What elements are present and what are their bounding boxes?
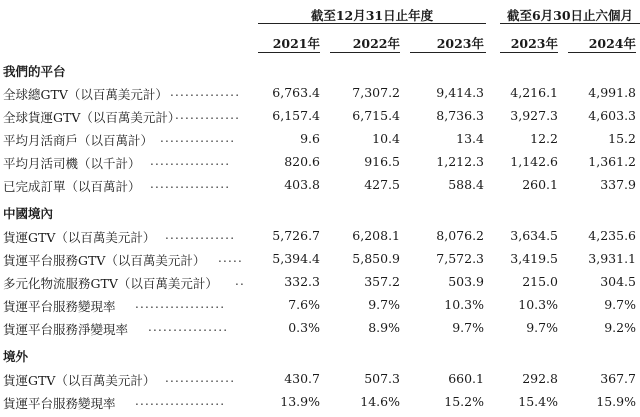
cell-value: 8.9% [368, 320, 400, 335]
cell-value: 8,736.3 [436, 108, 484, 123]
cell-value: 260.1 [522, 177, 558, 192]
cell-value: 3,419.5 [510, 251, 558, 266]
cell-value: 367.7 [600, 371, 636, 386]
row-label: 貨運GTV（以百萬美元計） [3, 230, 156, 245]
cell-value: 9.6 [300, 131, 320, 146]
cell-value: 6,715.4 [352, 108, 400, 123]
leader-dots: .................. [135, 297, 226, 311]
table-row [0, 228, 640, 246]
cell-value: 1,142.6 [510, 154, 558, 169]
cell-value: 9,414.3 [436, 85, 484, 100]
table-row [0, 297, 640, 315]
leader-dots: ................ [148, 320, 229, 334]
leader-dots: ................ [150, 154, 231, 168]
cell-value: 820.6 [284, 154, 320, 169]
cell-value: 6,763.4 [272, 85, 320, 100]
year-2022-rule [330, 52, 400, 53]
cell-value: 9.7% [452, 320, 484, 335]
cell-value: 304.5 [600, 274, 636, 289]
cell-value: 6,208.1 [352, 228, 400, 243]
section-title-platform: 我們的平台 [3, 64, 66, 79]
cell-value: 3,931.1 [588, 251, 636, 266]
cell-value: 9.7% [526, 320, 558, 335]
table-row [0, 154, 640, 172]
leader-dots: .............. [165, 228, 236, 242]
leader-dots: .............. [165, 371, 236, 385]
cell-value: 215.0 [522, 274, 558, 289]
cell-value: 5,394.4 [272, 251, 320, 266]
cell-value: 357.2 [364, 274, 400, 289]
table-row [0, 274, 640, 292]
row-label: 貨運平台服務GTV（以百萬美元計） [3, 253, 206, 268]
cell-value: 1,361.2 [588, 154, 636, 169]
year-end-group-header: 截至12月31日止年度 [310, 8, 434, 23]
cell-value: 292.8 [522, 371, 558, 386]
leader-dots: .................. [135, 394, 226, 408]
half-2024-header: 2024年 [588, 36, 636, 51]
cell-value: 9.7% [604, 297, 636, 312]
cell-value: 1,212.3 [436, 154, 484, 169]
year-2023-header: 2023年 [436, 36, 484, 51]
half-year-group-header: 截至6月30日止六個月 [506, 8, 634, 23]
table-row [0, 108, 640, 126]
cell-value: 9.7% [368, 297, 400, 312]
table-row [0, 177, 640, 195]
cell-value: 13.4 [456, 131, 484, 146]
cell-value: 403.8 [284, 177, 320, 192]
cell-value: 507.3 [364, 371, 400, 386]
half-2024-rule [568, 52, 636, 53]
table-row [0, 320, 640, 338]
half-year-group-rule [500, 23, 640, 24]
row-label: 已完成訂單（以百萬計） [3, 179, 141, 194]
table-row [0, 371, 640, 389]
row-label: 全球貨運GTV（以百萬美元計） [3, 110, 181, 125]
leader-dots: ................ [150, 177, 231, 191]
cell-value: 15.9% [596, 394, 636, 409]
cell-value: 7,307.2 [352, 85, 400, 100]
table-row [0, 251, 640, 269]
cell-value: 4,235.6 [588, 228, 636, 243]
cell-value: 3,634.5 [510, 228, 558, 243]
cell-value: 4,603.3 [588, 108, 636, 123]
leader-dots: ............... [160, 131, 236, 145]
cell-value: 430.7 [284, 371, 320, 386]
row-label: 貨運平台服務變現率 [3, 396, 116, 411]
section-title-mainland: 中國境內 [3, 206, 54, 221]
cell-value: 588.4 [448, 177, 484, 192]
cell-value: 7.6% [288, 297, 320, 312]
cell-value: 337.9 [600, 177, 636, 192]
cell-value: 12.2 [530, 131, 558, 146]
cell-value: 10.4 [372, 131, 400, 146]
cell-value: 916.5 [364, 154, 400, 169]
row-label: 多元化物流服務GTV（以百萬美元計） [3, 276, 218, 291]
half-2023-header: 2023年 [510, 36, 558, 51]
cell-value: 4,216.1 [510, 85, 558, 100]
section-title-overseas: 境外 [3, 349, 29, 364]
row-label: 全球總GTV（以百萬美元計） [3, 87, 168, 102]
cell-value: 332.3 [284, 274, 320, 289]
half-2023-rule [500, 52, 558, 53]
cell-value: 10.3% [444, 297, 484, 312]
cell-value: 5,850.9 [352, 251, 400, 266]
leader-dots: .............. [170, 85, 241, 99]
table-row [0, 394, 640, 412]
year-end-group-rule [258, 23, 486, 24]
cell-value: 7,572.3 [436, 251, 484, 266]
cell-value: 15.4% [518, 394, 558, 409]
cell-value: 15.2% [444, 394, 484, 409]
row-label: 貨運平台服務變現率 [3, 299, 116, 314]
row-label: 平均月活司機（以千計） [3, 156, 141, 171]
table-row [0, 131, 640, 149]
cell-value: 660.1 [448, 371, 484, 386]
year-2021-header: 2021年 [272, 36, 320, 51]
year-2021-rule [258, 52, 320, 53]
cell-value: 6,157.4 [272, 108, 320, 123]
leader-dots: ............. [175, 108, 241, 122]
row-label: 平均月活商戶（以百萬計） [3, 133, 154, 148]
cell-value: 15.2 [608, 131, 636, 146]
cell-value: 3,927.3 [510, 108, 558, 123]
cell-value: 8,076.2 [436, 228, 484, 243]
row-label: 貨運平台服務淨變現率 [3, 322, 129, 337]
cell-value: 427.5 [364, 177, 400, 192]
cell-value: 503.9 [448, 274, 484, 289]
leader-dots: .. [235, 274, 246, 288]
year-2022-header: 2022年 [352, 36, 400, 51]
cell-value: 14.6% [360, 394, 400, 409]
table-row [0, 85, 640, 103]
cell-value: 0.3% [288, 320, 320, 335]
cell-value: 13.9% [280, 394, 320, 409]
year-2023-rule [410, 52, 486, 53]
cell-value: 5,726.7 [272, 228, 320, 243]
cell-value: 9.2% [604, 320, 636, 335]
cell-value: 10.3% [518, 297, 558, 312]
row-label: 貨運GTV（以百萬美元計） [3, 373, 156, 388]
leader-dots: ..... [218, 251, 244, 265]
cell-value: 4,991.8 [588, 85, 636, 100]
